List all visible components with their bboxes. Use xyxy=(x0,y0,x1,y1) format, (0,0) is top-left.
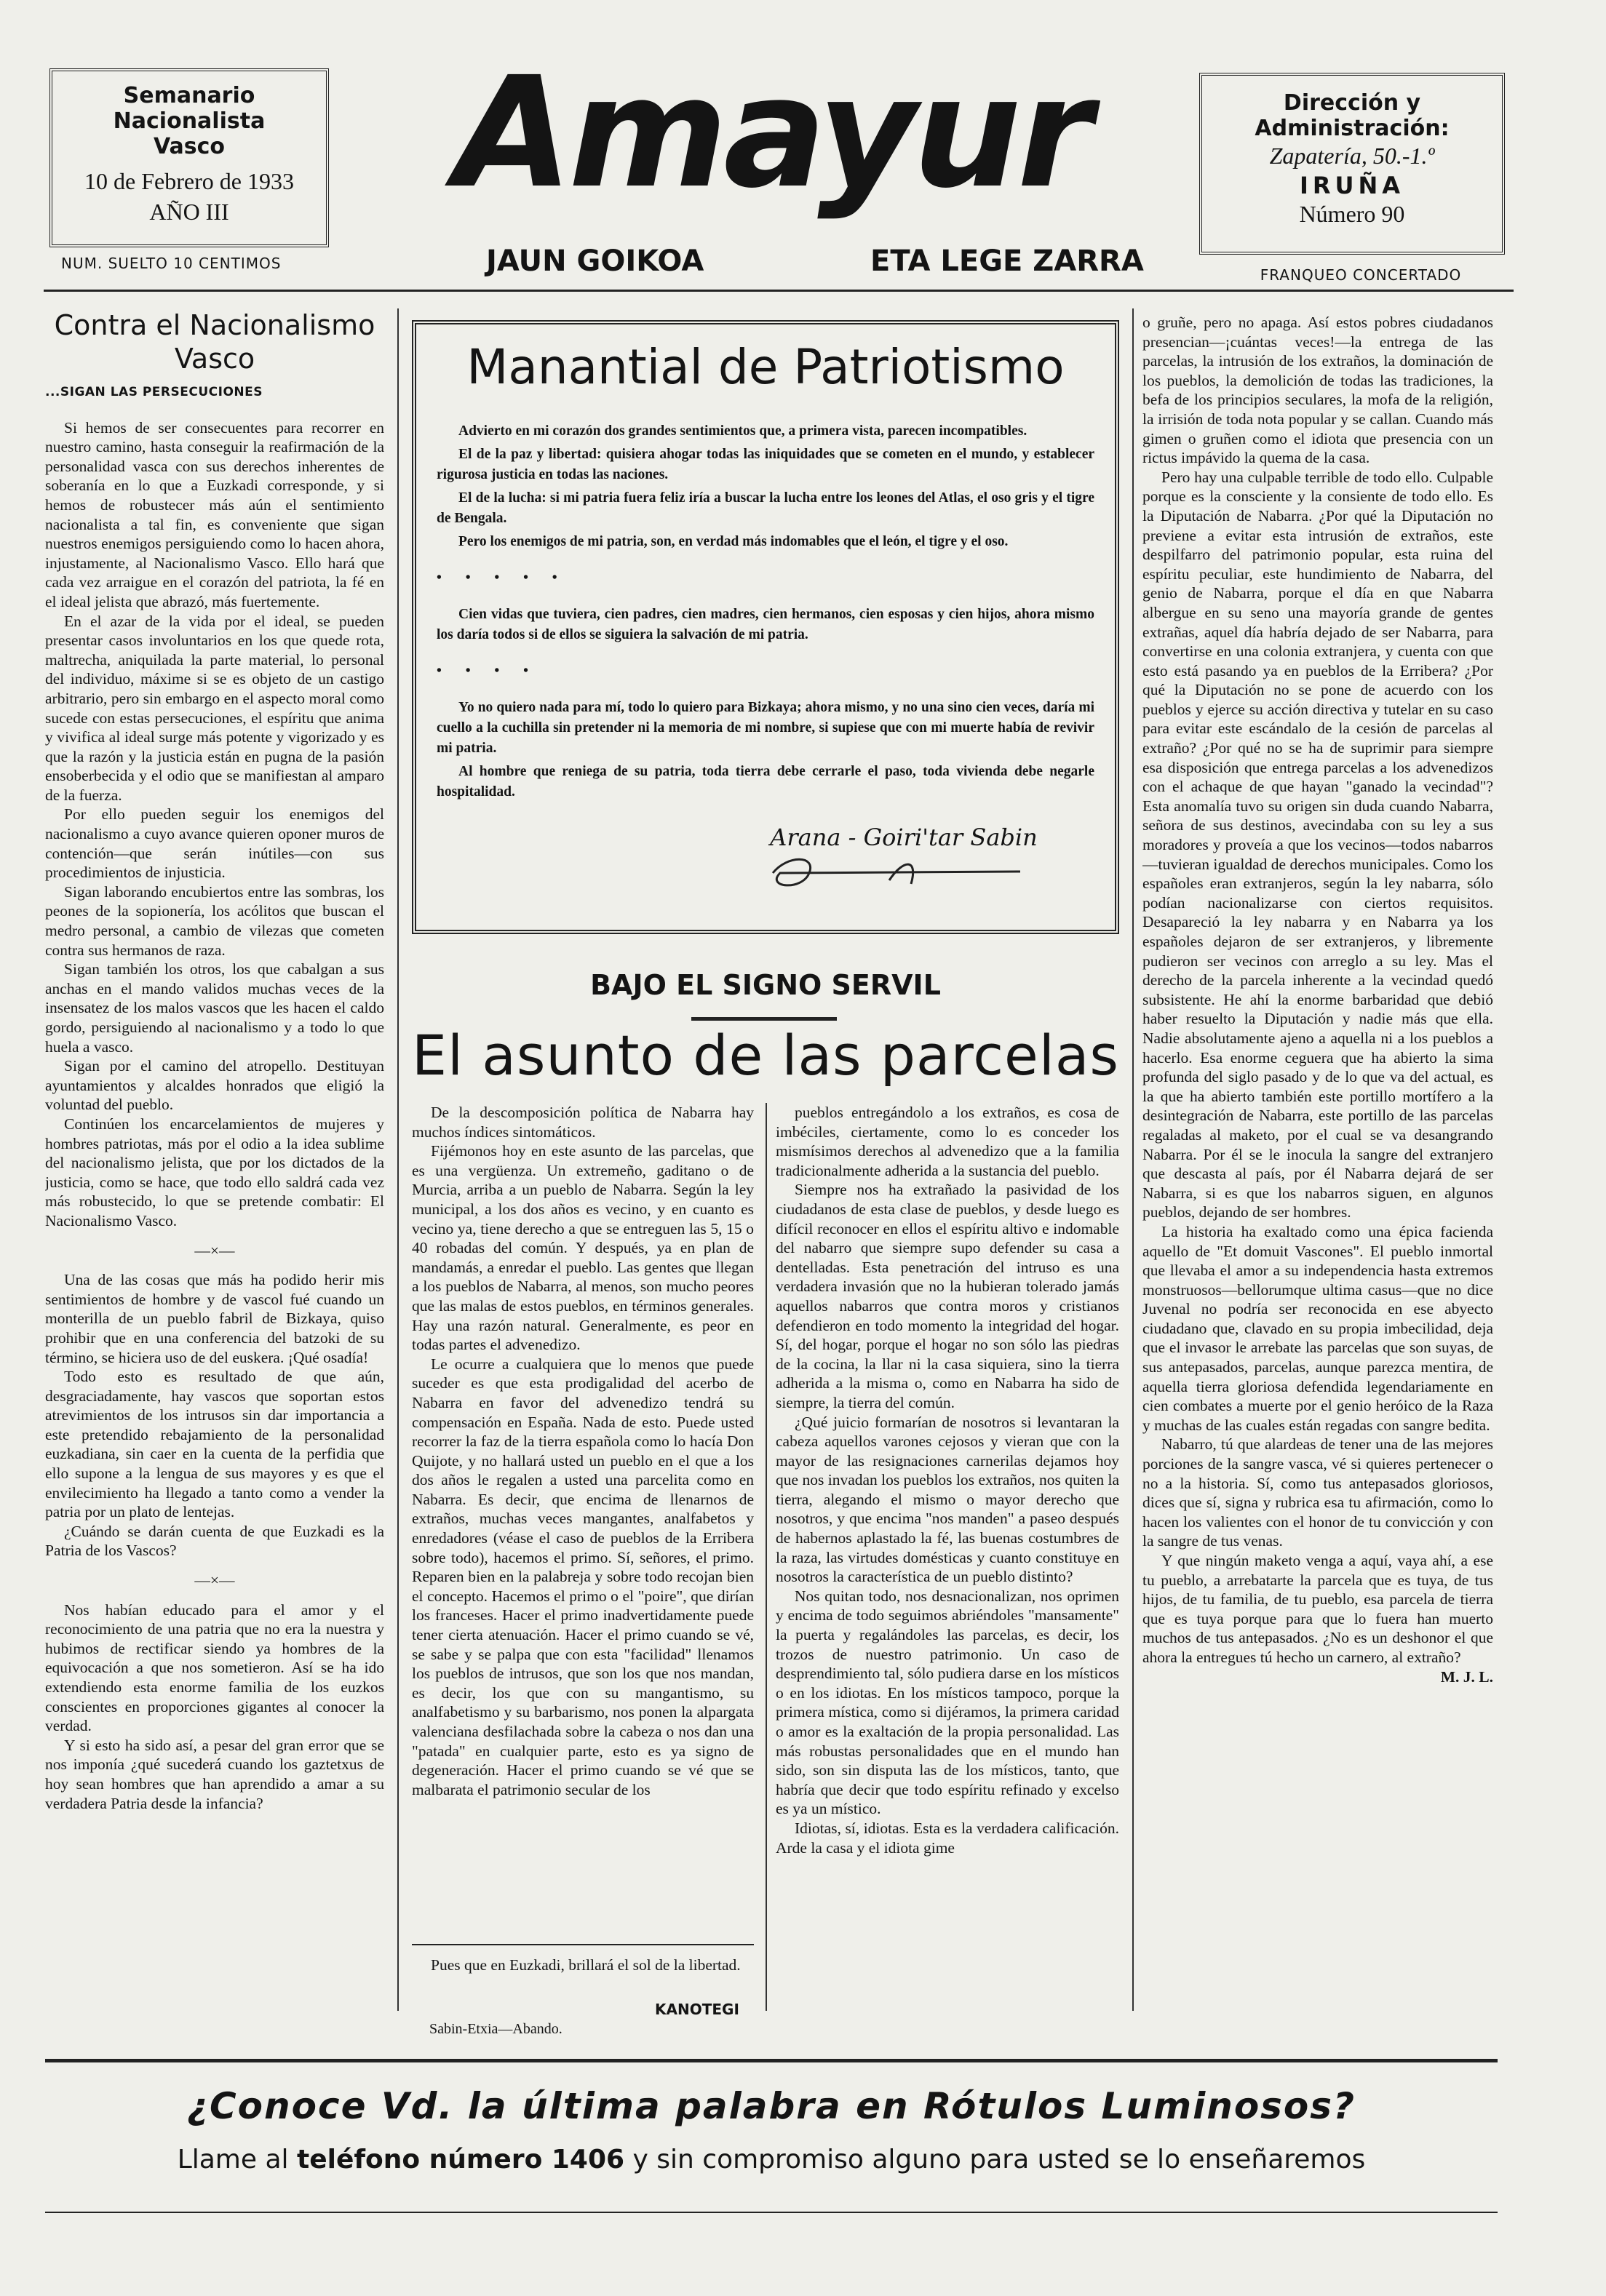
column-rule xyxy=(766,1103,767,2011)
manantial-title: Manantial de Patriotismo xyxy=(466,339,1065,395)
ad-subline-suffix: y sin compromiso alguno para usted se lo enseñaremos xyxy=(632,2145,1366,2175)
paragraph: ¿Cuándo se darán cuenta de que Euzkadi es la Patria de los Vascos? xyxy=(45,1522,384,1560)
quote-paragraph: Yo no quiero nada para mí, todo lo quiero para Bizkaya; ahora mismo, y no una sino cien veces, daría mi cuello a la cuchilla sin pretender ni la memoria de mi nombre, si supiese que con mi muerte había de revivir mi patria. xyxy=(437,700,1094,756)
article-contra-nacionalismo xyxy=(45,308,384,2011)
ad-rule-bottom xyxy=(45,2212,1498,2213)
left-box-line1: Semanario Nacionalista xyxy=(113,83,266,134)
quote-paragraph: El de la lucha: si mi patria fuera feliz iría a buscar la lucha entre los leones del Atlas, el oso gris y el tigre de Bengala. xyxy=(437,490,1094,526)
paragraph: ¿Qué juicio formarían de nosotros si levantaran la cabeza aquellos varones cejosos y vieran que con la mayor de las resignaciones carnerilas dejamos hoy que nos invadan los pueblos los extraños, nos quiten la tierra, alegando el mismo o mayor derecho que nosotros, y que encima "nos manden" a paseo después de habernos aplastado la fé, las buenas costumbres de la raza, las virtudes domésticas y cuanto constituye en nosotros la característica de un pueblo distinto? xyxy=(776,1413,1119,1586)
right-box-address: Zapatería, 50.-1.º xyxy=(1269,143,1435,169)
parcelas-closing xyxy=(412,1956,754,1975)
quote-paragraph: Advierto en mi corazón dos grandes sentimientos que, a primera vista, parecen incompatibles. xyxy=(458,423,1027,439)
masthead-title: Amayur xyxy=(454,44,1089,222)
signature-flourish xyxy=(744,851,1064,895)
paragraph: Fijémonos hoy en este asunto de las parcelas, que es una vergüenza. Un extremeño, gaditano o de Murcia, arriba a un pueblo de Nabarra. Según la ley municipal, a los dos años es vecino, y en cuanto es vecino ya, tiene derecho a que se entreguen las 5, 15 o 40 robadas del común. Y después, ya en plan de mandamás, a enredar el pueblo. Las gentes que llegan a los pueblos de Nabarra, al menos, son mucho peores que las malas de estos pueblos, en términos generales. Hay una razón natural. Generalmente, es peor en todas partes el advenedizo. xyxy=(412,1142,754,1354)
paragraph: La historia ha exaltado como una épica facienda aquello de "Et domuit Vascones". El pueblo inmortal que llevaba el amor a su independencia hasta extremos monstruosos—bellorumque ultima casus—que no dice Juvenal no podría ser reconocida en ese abyecto ciudadano que, clavado en su propia imbecilidad, deja que el invasor le arrebate las parcelas que son suyas, de sus antepasados, parcelas, aunque parezca mentira, de aquella tierra gloriosa defendida legendariamente en cien combates a muerte por el genio heróico de la Raza y muchas de las cuales están regadas con sangre bedita. xyxy=(1142,1222,1493,1434)
article-title: Contra el Nacionalismo Vasco xyxy=(54,309,375,375)
left-info-box xyxy=(49,68,329,247)
ad-phone: teléfono número 1406 xyxy=(296,2145,625,2175)
paragraph: Sigan laborando encubiertos entre las sombras, los peones de la sopionería, los acólitos que buscan el medro personal, a cambio de vilezas que cometen contra sus hermanos de raza. xyxy=(45,882,384,959)
paragraph: Pero hay una culpable terrible de todo ello. Culpable porque es la consciente y la consiente de todo ello. Es la Diputación de Nabarra. ¿Por qué la Diputación no previene a evitar esta intrusión de extraños, este despilfarro del patrimonio popular, esta ruina del espíritu peculiar, este hundimiento de Nabarra, del genio de Nabarra, porque el día en que Nabarra albergue en su seno una mayoría grande de gentes extrañas, aquel día habría dejado de ser Nabarra, para convertirse en una colonia extranjera, y cuenta con que esto está pasando ya en pueblos de la Erribera? ¿Por qué la Diputación no se pone de acuerdo con los pueblos y ejerce su acción directiva y tutelar en su caso para evitar este escándalo de la cesión de parcelas al extraño? ¿Por qué no se ha de suprimir para siempre esa disposición que entrega parcelas a los advenedizos con el achaque de que hayan "ganado la vecindad"? Esta anomalía tuvo su origen sin duda cuando Nabarra, señora de sus destinos, avecindaba con su ley a sus moradores y proveía a que los vecinos—todos nabarros—tuvieran igualdad de derechos municipales. Como los españoles eran extranjeros, según la ley nabarra, sólo podían nacionalizarse con ciertos requisitos. Desapareció la ley nabarra y en Nabarra ya los españoles dejaron de ser extranjeros, y libremente pudieron ser vecinos con arreglo a su ley. Mas el derecho de la parcela inherente a la vecindad quedó subsistente. He ahí la enorme barbaridad que debió haber resuelto la Diputación y nadie más que ella. Nadie absolutamente ajeno a aquella ni a los pueblos a hacerlo. Esa enorme ceguera que ha abierto la sima profunda del siglo pasado y de lo que va del actual, es la que ha abierto también este portillo mortífero a la desintegración de Nabarra, este portillo de las parcelas regaladas al maketo, por el cual se va desangrando Nabarra. Por él se le inocula la sangre del extranjero que descasta al país, por él Nabarra dejará de ser Nabarra, si es que los nabarros siguen, en algunos pueblos, dejando de ser hombres. xyxy=(1142,468,1493,1221)
column-rule xyxy=(397,308,399,2011)
motto-right: ETA LEGE ZARRA xyxy=(870,244,1144,278)
kicker-rule xyxy=(691,1017,837,1021)
paragraph: Todo esto es resultado de que aún, desgraciadamente, hay vascos que soportan estos atrevimientos de los intrusos sin dar importancia a este pretendido rebajamiento de la personalidad euzkadiana, sin caer en la cuenta de la perfidia que ello supone a la lengua de sus mayores y es que el envilecimiento ha llegado a tanto como a vender la patria por un plato de lentejas. xyxy=(45,1368,384,1521)
separator: —×— xyxy=(194,1571,235,1590)
signature-text: Arana - Goiri'tar Sabin xyxy=(770,824,1038,851)
parcelas-col-middle xyxy=(776,1103,1119,2011)
ad-subline-prefix: Llame al xyxy=(177,2145,289,2175)
parcelas-title: El asunto de las parcelas xyxy=(411,1023,1120,1088)
left-box-line2: Vasco xyxy=(153,134,226,159)
paragraph: Siempre nos ha extrañado la pasividad de los ciudadanos de esta clase de pueblos, y desde luego es difícil reconocer en ellos el espíritu altivo e indomable del nabarro que siempre supo defender su casa a dentelladas. Esta penetración del intruso es una verdadera invasión que no la hubieran tolerado jamás aquellos nabarros que contra moros y cristianos defendieron en todo momento la integridad del hogar. Sí, del hogar, porque el hogar no son sólo las piedras de la cocina, la llar ni la casa siquiera, sino la tierra adherida a la misma o, como en Nabarra ha sido de siempre, la tierra del común. xyxy=(776,1181,1119,1411)
right-box-city: IRUÑA xyxy=(1299,171,1405,199)
ad-subline xyxy=(45,2145,1498,2175)
paragraph: Sigan por el camino del atropello. Destituyan ayuntamientos y alcaldes honrados que eligió la voluntad del pueblo. xyxy=(45,1057,384,1114)
stars-divider: • • • • xyxy=(437,663,538,679)
stars-divider: • • • • • xyxy=(437,570,568,586)
right-box-line1: Dirección y Administración: xyxy=(1255,90,1450,141)
single-copy-price: NUM. SUELTO 10 CENTIMOS xyxy=(61,255,282,272)
parcelas-col-left xyxy=(412,1103,754,1938)
paragraph: Por ello pueden seguir los enemigos del nacionalismo a cuyo avance quieren oponer muros de contención—que serán inútiles—con sus procedimientos de injusticia. xyxy=(45,805,384,882)
paragraph: En el azar de la vida por el ideal, se pueden presentar casos involuntarios en los que quede rota, maltrecha, aniquilada la parte material, lo personal del individuo, máxime si se es objeto de un castigo arbitrario, pero sin embargo en el aspecto moral como sucede con estas persecuciones, el espíritu que anima y vivifica al ideal surge más potente y vigorizado y es que la razón y la justicia están en pugna de la pasión ensoberbecida y el odio que se manifiestan al amparo de la fuerza. xyxy=(45,612,384,804)
parcelas-author: KANOTEGI xyxy=(655,2001,739,2018)
paragraph: Nabarro, tú que alardeas de tener una de las mejores porciones de la sangre vasca, vé si quieres pertenecer o no a la historia. Sí, como tus antepasados gloriosos, dices que sí, signa y rubrica esa tu afirmación, como lo hacen los valientes con el honor de tu convicción y con la sangre de tus venas. xyxy=(1142,1435,1493,1550)
postage-note: FRANQUEO CONCERTADO xyxy=(1260,266,1462,284)
issue-date: 10 de Febrero de 1933 xyxy=(84,168,294,194)
motto-left: JAUN GOIKOA xyxy=(486,244,704,278)
parcelas-col-right xyxy=(1142,313,1493,2011)
ad-headline: ¿Conoce Vd. la última palabra en Rótulos Luminosos? xyxy=(186,2085,1356,2127)
quote-paragraph: Cien vidas que tuviera, cien padres, cien madres, cien hermanos, cien esposas y cien hijos, ahora mismo los daría todos si de ellos se siguiera la salvación de mi patria. xyxy=(437,607,1094,642)
paragraph: De la descomposición política de Nabarra hay muchos índices sintomáticos. xyxy=(412,1104,754,1141)
signoff: M. J. L. xyxy=(1440,1667,1493,1686)
quote-paragraph: Al hombre que reniega de su patria, toda tierra debe cerrarle el paso, toda vivienda debe negarle hospitalidad. xyxy=(437,764,1094,800)
paragraph: Nos quitan todo, nos desnacionalizan, nos oprimen y encima de todo seguimos abriéndoles "mansamente" la puerta y regalándoles las parcelas, es decir, los trozos de nuestro patrimonio. Un caso de desprendimiento tal, sólo pudiera darse en los místicos o en los idiotas. En los místicos tampoco, porque la primera mística, como si dijéramos, la primera caridad o amor es la exaltación de la propia personalidad. Las más robustas personalidades que en el mundo han sido, son sin disputa las de los místicos, tanto, que habría que decir que todo espíritu refinado y excelso es ya un místico. xyxy=(776,1587,1119,1818)
parcelas-dateline: Sabin-Etxia—Abando. xyxy=(429,2021,563,2037)
manantial-box xyxy=(412,320,1119,934)
paragraph: Nos habían educado para el amor y el reconocimiento de una patria que no era la nuestra y hubimos de rectificar siendo ya hombres de la equivocación a que nos sometieron. Así se ha ido extendiendo esta enorme familia de los euzkos conscientes en proporciones gigantes al conocer la verdad. xyxy=(45,1601,384,1735)
column-rule xyxy=(1132,308,1134,2011)
header-rule xyxy=(44,290,1514,292)
closing-rule xyxy=(412,1944,754,1945)
paragraph: Una de las cosas que más ha podido herir mis sentimientos de hombre y de vascol fué cuando un monterilla de un pueblo fabril de Bizkaya, quiso prohibir que en una conferencia del batzoki de su término, se hiciera uso de del euskera. ¡Qué osadía! xyxy=(45,1271,384,1366)
article-kicker: ...SIGAN LAS PERSECUCIONES xyxy=(45,385,263,399)
paragraph: Continúen los encarcelamientos de mujeres y hombres patriotas, más por el odio a la idea sublime del nacionalismo jelista, que por los dictados de la justicia, como se hace, que todo ello saldrá cada vez más robustecido, lo que se pretende combatir: El Nacionalismo Vasco. xyxy=(45,1115,384,1229)
paragraph: Sigan también los otros, los que cabalgan a sus anchas en el mando validos muchas veces de la insensatez de los malos vascos que les hacen el caldo gordo, persiguiendo al nacionalismo y a todo lo que huela a vasco. xyxy=(45,960,384,1056)
issue-year: AÑO III xyxy=(149,198,229,225)
paragraph: Le ocurre a cualquiera que lo menos que puede suceder es que esta prodigalidad del acerbo de Nabarra en favor del advenedizo tendrá su compensación en España. Nada de esto. Puede usted recorrer la faz de la tierra española como lo hacía Don Quijote, y no hallará usted un pueblo en el que a los dos años le regalen a usted una parcelita como en Nabarra. Es decir, que encima de llenarnos de extraños, muchas veces mangantes, analfabetos y enredadores (véase el caso de pueblos de la Erribera sobre todo), hacemos el primo. Sí, señores, el primo. Reparen bien en la palabreja y sobre todo recojan bien el concepto. Hacemos el primo o el "poire", que dirían los franceses. Hacer el primo inadvertidamente puede tener cierta atenuación. Hacer el primo cuando se vé, se sabe y se palpa que con esta "facilidad" llenamos los pueblos de intrusos, que son los que nos mandan, es decir, los que con su mangantismo, su analfabetismo y su barbarismo, nos ponen la alpargata valenciana desfilachada sobre la cabeza o nos dan una "patada" en cualquier parte, esto es ya signo de degeneración. Hacer el primo cuando se vé que se malbarata el patrimonio secular de los xyxy=(412,1355,754,1798)
paragraph: Idiotas, sí, idiotas. Esta es la verdadera calificación. Arde la casa y el idiota gime xyxy=(776,1819,1119,1857)
quote-paragraph: El de la paz y libertad: quisiera ahogar todas las iniquidades que se cometen en el mundo, y establecer rigurosa justicia en todas las naciones. xyxy=(437,447,1094,482)
paragraph: o gruñe, pero no apaga. Así estos pobres ciudadanos presencian—¡cuántas veces!—la entrega de las parcelas, la intrusión de los extraños, la dominación de los pueblos, la demolición de todas las tradiciones, la befa de los principios seculares, la mofa de la religión, la irrisión de toda nota popular y se callan. Cuando más gimen o gruñen como el idiota que presencia con un rictus impávido la quema de la casa. xyxy=(1142,314,1493,467)
closing-line: Pues que en Euzkadi, brillará el sol de la libertad. xyxy=(431,1956,741,1974)
right-box-number: Número 90 xyxy=(1299,200,1405,227)
parcelas-kicker: BAJO EL SIGNO SERVIL xyxy=(590,969,941,1001)
paragraph: Y que ningún maketo venga a aquí, vaya ahí, a ese tu pueblo, a arrebatarte la parcela que es tuya, de tus hijos, de tu familia, de tu pueblo, esa parcela de tierra que es tuya porque para que lo fuera han muerto muchos de tus antepasados. ¿No es un deshonor el que ahora la entregues tú hecho un carnero, al extraño? xyxy=(1142,1552,1493,1666)
paragraph: Si hemos de ser consecuentes para recorrer en nuestro camino, hasta conseguir la reafirmación de la personalidad vasca con sus derechos inherentes de soberanía en lo que a Euzkadi corresponde, y si hemos de robustecer más aún el sentimiento nacionalista a tal fin, es conveniente que sigan nuestros enemigos persiguiendo como lo hacen ahora, injustamente, al Nacionalismo Vasco. Ello hará que cada vez arraigue en el corazón del patriota, la fé en el ideal jelista que abrazó, más fuertemente. xyxy=(45,418,384,610)
paragraph: Y si esto ha sido así, a pesar del gran error que se nos imponía ¿qué sucederá cuando los gaztetxus de hoy sean hombres que han aprendido a amar a su verdadera Patria desde la infancia? xyxy=(45,1736,384,1812)
separator: —×— xyxy=(194,1241,235,1259)
ad-rule-top xyxy=(45,2059,1498,2062)
signature xyxy=(744,824,1064,904)
quote-paragraph: Pero los enemigos de mi patria, son, en verdad más indomables que el león, el tigre y el oso. xyxy=(458,534,1009,549)
right-info-box xyxy=(1199,73,1505,255)
paragraph: pueblos entregándolo a los extraños, es cosa de imbéciles, ciertamente, como lo es conceder los mismísimos derechos al advenedizo que a la familia tradicionalmente adherida a la sustancia del pueblo. xyxy=(776,1104,1119,1179)
